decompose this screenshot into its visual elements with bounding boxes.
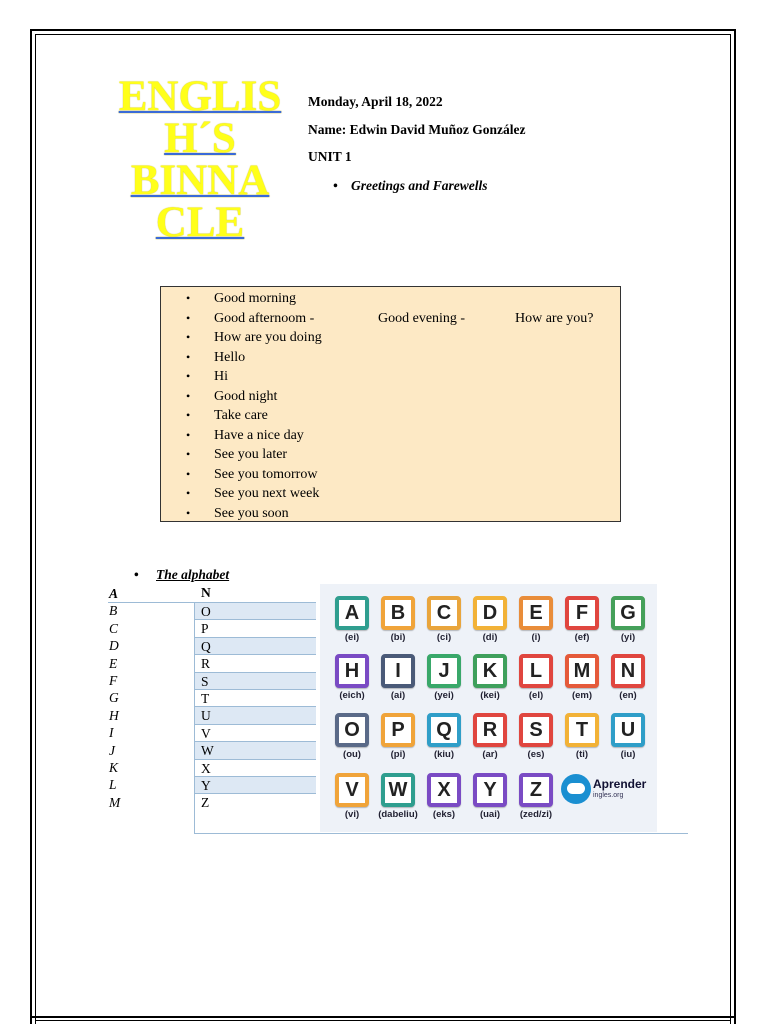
alphabet-letter: Z (195, 793, 316, 810)
letter-pronunciation: (el) (528, 690, 544, 701)
alphabet-title-text: The alphabet (156, 567, 230, 582)
letter-pronunciation: (es) (527, 749, 545, 760)
letter-tile: F (565, 596, 599, 630)
letter-pronunciation: (yi) (620, 632, 636, 643)
alphabet-column-a-m (109, 585, 120, 811)
table-rule (316, 833, 688, 834)
graduation-cap-icon (561, 774, 591, 804)
letter-pronunciation: (en) (619, 690, 637, 701)
letter-pronunciation: (kiu) (433, 749, 455, 760)
letter-tile: Z (519, 773, 553, 807)
letter-pronunciation: (eks) (432, 809, 456, 820)
alphabet-letter: A (109, 586, 119, 601)
alphabet-column-n-head: N (201, 585, 211, 600)
alphabet-heading (134, 567, 229, 583)
letter-tile: U (611, 713, 645, 747)
letter-pronunciation: (ei) (344, 632, 360, 643)
title-line-3: BINNA (130, 157, 270, 204)
letter-tile: P (381, 713, 415, 747)
letter-pronunciation: (uai) (479, 809, 501, 820)
alphabet-letter: W (195, 741, 316, 758)
name-text: Name: Edwin David Muñoz González (308, 121, 526, 137)
alphabet-letter: D (109, 638, 119, 654)
letter-pronunciation: (eich) (339, 690, 365, 701)
topic-text: Greetings and Farewells (351, 178, 488, 193)
letter-pronunciation: (em) (571, 690, 593, 701)
bullet-icon: • (134, 567, 139, 582)
letter-tile: G (611, 596, 645, 630)
letter-tile: M (565, 654, 599, 688)
alphabet-letter: G (109, 690, 119, 706)
title-line-4: CLE (155, 199, 245, 246)
letter-pronunciation: (ou) (343, 749, 361, 760)
alphabet-letter: H (109, 707, 119, 723)
alphabet-letter: O (195, 602, 316, 619)
letter-tile: K (473, 654, 507, 688)
alphabet-letter: C (109, 620, 119, 636)
letter-tile: R (473, 713, 507, 747)
greeting-text: Hi (214, 369, 228, 384)
letter-pronunciation: (ti) (575, 749, 589, 760)
letter-pronunciation: (iu) (620, 749, 636, 760)
alphabet-letter: X (195, 759, 316, 776)
greeting-text: Good afternoom - (214, 310, 315, 326)
alphabet-letter: J (109, 742, 115, 758)
letter-tile: E (519, 596, 553, 630)
letter-pronunciation: (yei) (434, 690, 454, 701)
letter-tile: T (565, 713, 599, 747)
greeting-text: Good night (214, 388, 278, 404)
greeting-text: See you later (214, 447, 288, 462)
document-title (105, 73, 295, 246)
table-rule (108, 602, 194, 603)
letter-tile: B (381, 596, 415, 630)
letter-tile: I (381, 654, 415, 688)
letter-tile: D (473, 596, 507, 630)
letter-pronunciation: (ar) (482, 749, 498, 760)
alphabet-letter: P (195, 619, 316, 636)
letter-pronunciation: (zed/zi) (519, 809, 553, 820)
letter-tile: Y (473, 773, 507, 807)
letter-pronunciation: (dabeliu) (378, 809, 418, 820)
alphabet-image (320, 584, 657, 832)
alphabet-letter: F (109, 672, 118, 688)
letter-pronunciation: (ai) (390, 690, 406, 701)
letter-tile: O (335, 713, 369, 747)
greeting-text: See you tomorrow (214, 466, 318, 482)
greeting-text: Good morning (214, 291, 297, 306)
alphabet-letter: L (109, 777, 117, 793)
letter-tile: J (427, 654, 461, 688)
alphabet-letter: V (195, 724, 316, 741)
unit-text: UNIT 1 (308, 149, 352, 164)
letter-tile: X (427, 773, 461, 807)
alphabet-letter: K (109, 759, 119, 775)
alphabet-letter: Q (195, 637, 316, 654)
letter-pronunciation: (di) (482, 632, 498, 643)
greetings-box (160, 286, 621, 522)
letter-pronunciation: (i) (531, 632, 541, 643)
page-border-bottom-inner (35, 1020, 731, 1021)
alphabet-letter: T (195, 689, 316, 706)
alphabet-letter: M (109, 794, 121, 810)
title-line-1: ENGLIS (118, 73, 282, 120)
topic-heading (333, 178, 488, 194)
title-line-2: H´S (164, 115, 236, 162)
letter-tile: W (381, 773, 415, 807)
letter-tile: A (335, 596, 369, 630)
alphabet-letter: S (195, 672, 316, 689)
greeting-text: Good evening - (378, 310, 466, 326)
letter-tile: L (519, 654, 553, 688)
letter-pronunciation: (ef) (574, 632, 590, 643)
greeting-text: Take care (214, 408, 268, 423)
greeting-text: Hello (214, 349, 246, 365)
letter-pronunciation: (vi) (344, 809, 360, 820)
letter-pronunciation: (pi) (390, 749, 406, 760)
letter-tile: Q (427, 713, 461, 747)
header-block (308, 94, 526, 177)
page-border-bottom (30, 1016, 736, 1018)
greeting-text: Have a nice day (214, 427, 304, 443)
aprender-logo (561, 774, 653, 808)
date-text: Monday, April 18, 2022 (308, 94, 443, 109)
bullet-icon: • (333, 178, 338, 193)
letter-pronunciation: (ci) (436, 632, 452, 643)
alphabet-letter: Y (195, 776, 316, 793)
alphabet-letter: I (109, 725, 114, 741)
letter-tile: V (335, 773, 369, 807)
alphabet-letter: E (109, 655, 118, 671)
greeting-text: See you next week (214, 486, 320, 501)
alphabet-letter: U (195, 706, 316, 723)
greeting-text: How are you? (515, 310, 594, 326)
letter-tile: S (519, 713, 553, 747)
letter-pronunciation: (bi) (390, 632, 406, 643)
logo-name: Aprender (593, 777, 647, 791)
alphabet-letter: B (109, 603, 118, 619)
letter-tile: H (335, 654, 369, 688)
greeting-text: How are you doing (214, 330, 322, 345)
alphabet-column-o-z (194, 602, 316, 834)
alphabet-letter: R (195, 654, 316, 671)
letter-tile: C (427, 596, 461, 630)
greeting-text: See you soon (214, 505, 289, 521)
logo-sub: ingles.org (593, 792, 624, 799)
letter-pronunciation: (kei) (480, 690, 500, 701)
letter-tile: N (611, 654, 645, 688)
